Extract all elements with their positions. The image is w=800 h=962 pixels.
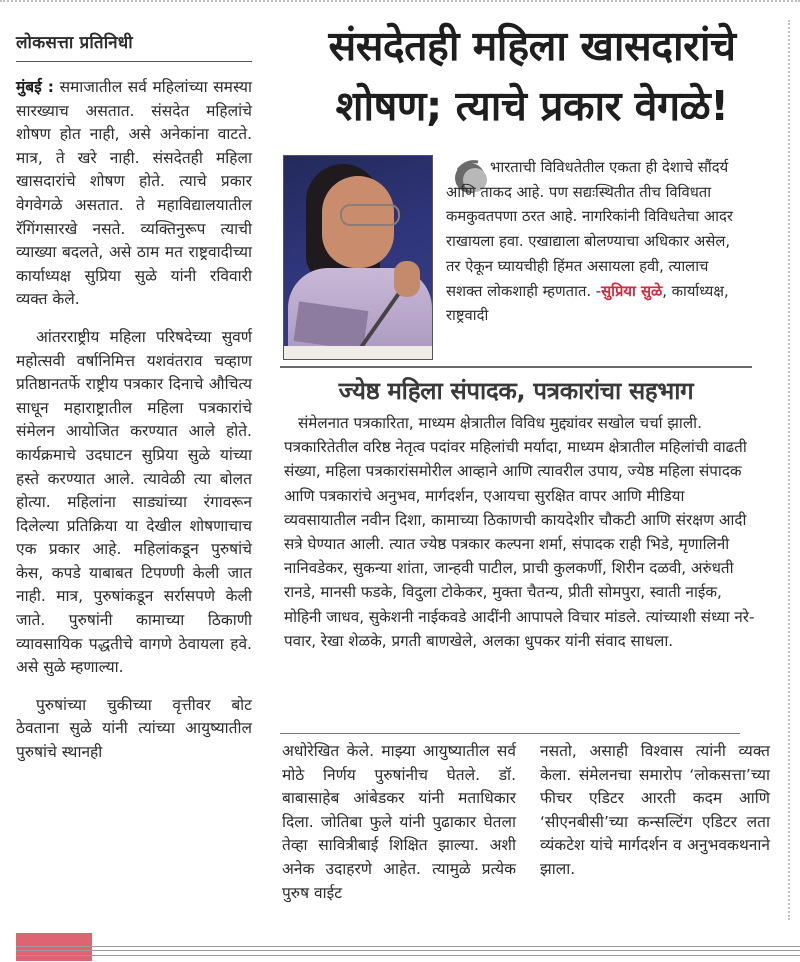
footer-rule <box>16 946 800 956</box>
speaker-photo <box>283 155 433 360</box>
quote-body: भारताची विविधतेतील एकता ही देशाचे सौंदर्य आणि ताकद आहे. पण सद्यःस्थितीत तीच विविधता कमकुवतपणा ठरत आहे. नागरिकांनी विविधतेचा आदर राखायला हवा. एखाद्याला बोलण्याचा अधिकार असेल, तर ऐकून घ्यायचीही हिंमत असायला हवी, त्यालाच सशक्त लोकशाही म्हणतात. <box>446 159 733 300</box>
headline: संसदेतही महिला खासदारांचे शोषण; त्याचे प्रकार वेगळे! <box>328 22 736 130</box>
section-divider-2 <box>280 733 740 734</box>
column-4 <box>540 740 770 882</box>
top-dotted-border <box>0 0 800 3</box>
quote-author-title: , कार्याध्यक्ष, राष्ट्रवादी <box>446 282 729 325</box>
column-3 <box>282 740 516 905</box>
left-column <box>16 30 252 765</box>
left-para-1-text: समाजातील सर्व महिलांच्या समस्या सारख्याच असतात. संसदेत महिलांचे शोषण होत नाही, असे अनेकांना वाटते. मात्र, ते खरे नाही. संसदेतही महिला खासदारांचे शोषण होते. त्याचे प्रकार वेगवेगळे असतात. ते महाविद्यालयातील रॅगिंगसारखे नसते. व्यक्तिनुरूप त्याची व्याख्या बदलते, असे ठाम मत राष्ट्रवादीच्या कार्याध्यक्ष सुप्रिया सुळे यांनी रविवारी व्यक्त केले. <box>16 78 252 309</box>
dateline: मुंबई : <box>16 78 54 96</box>
left-para-2: आंतरराष्ट्रीय महिला परिषदेच्या सुवर्ण महोत्सवी वर्षानिमित्त यशवंतराव चव्हाण प्रतिष्ठानतर्फे राष्ट्रीय पत्रकार दिनाचे औचित्य साधून महाराष्ट्रातील महिला पत्रकारांचे संमेलन आयोजित करण्यात आले होते. कार्यक्रमाचे उदघाटन सुप्रिया सुळे यांच्या हस्ते करण्यात आले. त्यावेळी त्या बोलत होत्या. महिलांना साड्यांच्या रंगावरून दिलेल्या प्रतिक्रिया या देखील शोषणाचाच एक प्रकार आहे. महिलांकडून पुरुषांचे केस, कपडे याबाबत टिपण्णी केली जात नाही. मात्र, पुरुषांकडून सर्रासपणे केली जाते. पुरुषांनी कामाच्या ठिकाणी व्यावसायिक पद्धतीचे वागणे ठेवायला हवे. असे सुळे म्हणाल्या. <box>16 327 252 677</box>
section2-text: संमेलनात पत्रकारिता, माध्यम क्षेत्रातील विविध मुद्द्यांवर सखोल चर्चा झाली. पत्रकारितेतील वरिष्ठ नेतृत्व पदांवर महिलांची मर्यादा, माध्यम क्षेत्रातील महिलांची वाढती संख्या, महिला पत्रकारांसमोरील आव्हाने आणि त्यावरील उपाय, ज्येष्ठ महिला संपादक आणि पत्रकारांचे अनुभव, मार्गदर्शन, एआयचा सुरक्षित वापर आणि मीडिया व्यवसायातील नवीन दिशा, कामाच्या ठिकाणची कायदेशीर चौकटी आणि संरक्षण आदी सत्रे घेण्यात आली. त्यात ज्येष्ठ पत्रकार कल्पना शर्मा, संपादक राही भिडे, मृणालिनी नानिवडेकर, सुकन्या शांता, जान्हवी पाटील, प्राची कुलकर्णी, शिरीन दळवी, अरुंधती रानडे, मानसी फडके, विदुला टोकेकर, मुक्ता चैतन्य, प्रीती सोमपुरा, स्वाती नाईक, मोहिनी जाधव, सुकेशनी नाईकवडे आदींनी आपापले विचार मांडले. त्यांच्याशी संध्या नरे- पवार, रेखा शेळके, प्रगती बाणखेले, अलका धुपकर यांनी संवाद साधला. <box>284 414 755 650</box>
section-divider <box>280 366 752 368</box>
left-para-1 <box>16 76 252 312</box>
column-4-text: नसतो, असाही विश्वास त्यांनी व्यक्त केला. संमेलनचा समारोप ‘लोकसत्ता’च्या फीचर एडिटर आरती कदम आणि ‘सीएनबीसी’च्या कन्सल्टिंग एडिटर लता व्यंकटेश यांचे मार्गदर्शन व अनुभवकथनाने झाला. <box>540 742 770 878</box>
byline: लोकसत्ता प्रतिनिधी <box>16 30 252 62</box>
column-3-text: अधोरेखित केले. माझ्या आयुष्यातील सर्व मोठे निर्णय पुरुषांनीच घेतले. डॉ. बाबासाहेब आंबेडकर यांनी मताधिकार दिला. जोतिबा फुले यांनी पुढाकार घेतला तेव्हा सावित्रीबाई शिक्षित झाल्या. अशी अनेक उदाहरणे आहेत. त्यामुळे प्रत्येक पुरुष वाईट <box>282 742 516 902</box>
subheadline: ज्येष्ठ महिला संपादक, पत्रकारांचा सहभाग <box>338 377 694 405</box>
right-dotted-border <box>788 20 790 920</box>
left-para-3: पुरुषांच्या चुकीच्या वृत्तीवर बोट ठेवताना सुळे यांनी त्यांच्या आयुष्यातील पुरुषांचे स्थानही <box>16 695 252 762</box>
quote-author: सुप्रिया सुळे <box>601 282 663 300</box>
pull-quote: भारताची विविधतेतील एकता ही देशाचे सौंदर्य आणि ताकद आहे. पण सद्यःस्थितीत तीच विविधता कमकुवतपणा ठरत आहे. नागरिकांनी विविधतेचा आदर राखायला हवा. एखाद्याला बोलण्याचा अधिकार असेल, तर ऐकून घ्यायचीही हिंमत असायला हवी, त्यालाच सशक्त लोकशाही म्हणतात. -सुप्रिया सुळे, कार्याध्यक्ष, राष्ट्रवादी <box>446 159 733 325</box>
